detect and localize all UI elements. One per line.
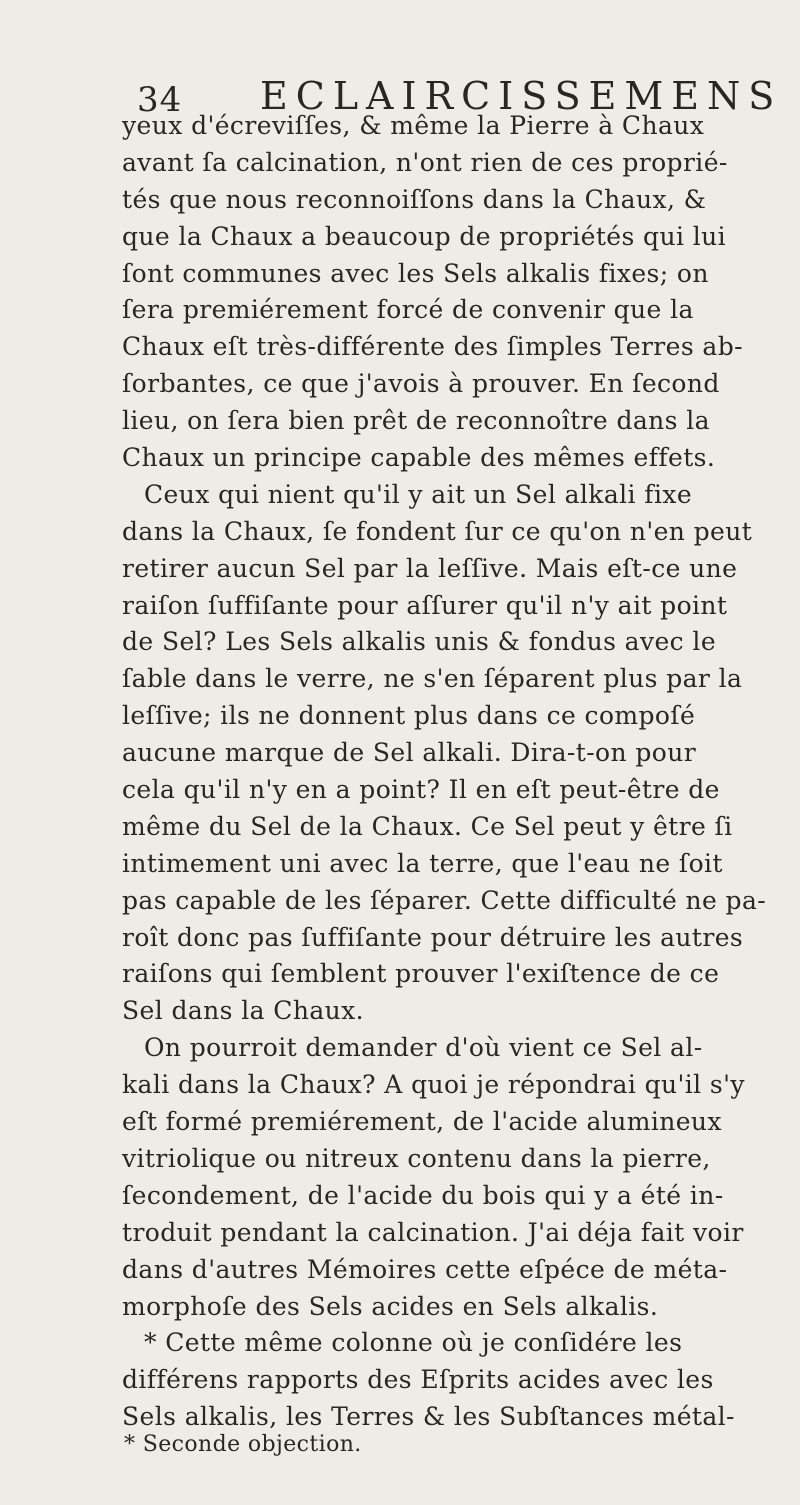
paragraph-start-line: Ceux qui nient qu'il y ait un Sel alkali fixe	[144, 479, 693, 509]
text-line: raiſons qui ſemblent prouver l'exiſtence de ce	[122, 959, 720, 989]
text-line: ſable dans le verre, ne s'en ſéparent plus par la	[122, 664, 743, 694]
text-line: dans d'autres Mémoires cette eſpéce de méta-	[122, 1254, 728, 1284]
paragraph-start-line: * Cette même colonne où je conſidére les	[144, 1328, 683, 1358]
text-line: kali dans la Chaux? A quoi je répondrai qu'il s'y	[122, 1070, 745, 1100]
text-line: intimement uni avec la terre, que l'eau ne ſoit	[122, 848, 723, 878]
text-line: morphoſe des Sels acides en Sels alkalis.	[122, 1291, 659, 1321]
text-line: avant ſa calcination, n'ont rien de ces proprié-	[122, 147, 728, 177]
text-line: Chaux un principe capable des mêmes effets.	[122, 443, 716, 473]
paragraph-start-line: On pourroit demander d'où vient ce Sel al-	[144, 1033, 703, 1063]
running-title: ECLAIRCISSEMENS	[260, 74, 783, 118]
text-line: ſecondement, de l'acide du bois qui y a été in-	[122, 1180, 724, 1210]
text-line: cela qu'il n'y en a point? Il en eſt peut-être de	[122, 775, 720, 805]
text-line: dans la Chaux, ſe fondent ſur ce qu'on n'en peut	[122, 516, 753, 546]
text-line: que la Chaux a beaucoup de propriétés qui lui	[122, 221, 726, 251]
text-line: Sels alkalis, les Terres & les Subſtances métal-	[122, 1402, 735, 1432]
text-line: Chaux eſt très-différente des ſimples Terres ab-	[122, 332, 743, 362]
text-line: leſſive; ils ne donnent plus dans ce compoſé	[122, 701, 696, 731]
text-line: de Sel? Les Sels alkalis unis & fondus avec le	[122, 627, 717, 657]
text-line: pas capable de les ſéparer. Cette difficulté ne pa-	[122, 885, 767, 915]
text-line: troduit pendant la calcination. J'ai déja fait voir	[122, 1217, 744, 1247]
text-line: vitriolique ou nitreux contenu dans la pierre,	[122, 1143, 711, 1173]
text-line: eſt formé premiérement, de l'acide alumineux	[122, 1107, 722, 1137]
text-line: yeux d'écreviſſes, & même la Pierre à Chaux	[122, 111, 705, 140]
text-line: différens rapports des Eſprits acides avec les	[122, 1365, 714, 1395]
text-line: tés que nous reconnoiſſons dans la Chaux, &	[122, 184, 707, 214]
text-line: retirer aucun Sel par la leſſive. Mais eſt-ce une	[122, 553, 738, 583]
text-line: lieu, on ſera bien prêt de reconnoître dans la	[122, 406, 710, 436]
text-line: ſont communes avec les Sels alkalis fixes; on	[122, 258, 709, 288]
text-line: Sel dans la Chaux.	[122, 996, 364, 1026]
text-line: ſera premiérement forcé de convenir que la	[122, 295, 694, 325]
text-line: raiſon ſuffiſante pour aſſurer qu'il n'y ait point	[122, 590, 728, 620]
body-text	[122, 108, 772, 1460]
footnote: * Seconde objection.	[124, 1432, 362, 1458]
text-line: aucune marque de Sel alkali. Dira-t-on pour	[122, 738, 697, 768]
text-line: ſorbantes, ce que j'avois à prouver. En ſecond	[122, 369, 720, 399]
page-number: 34	[137, 80, 183, 120]
text-line: roît donc pas ſuffiſante pour détruire les autres	[122, 922, 744, 952]
text-line: même du Sel de la Chaux. Ce Sel peut y être ſi	[122, 811, 733, 841]
